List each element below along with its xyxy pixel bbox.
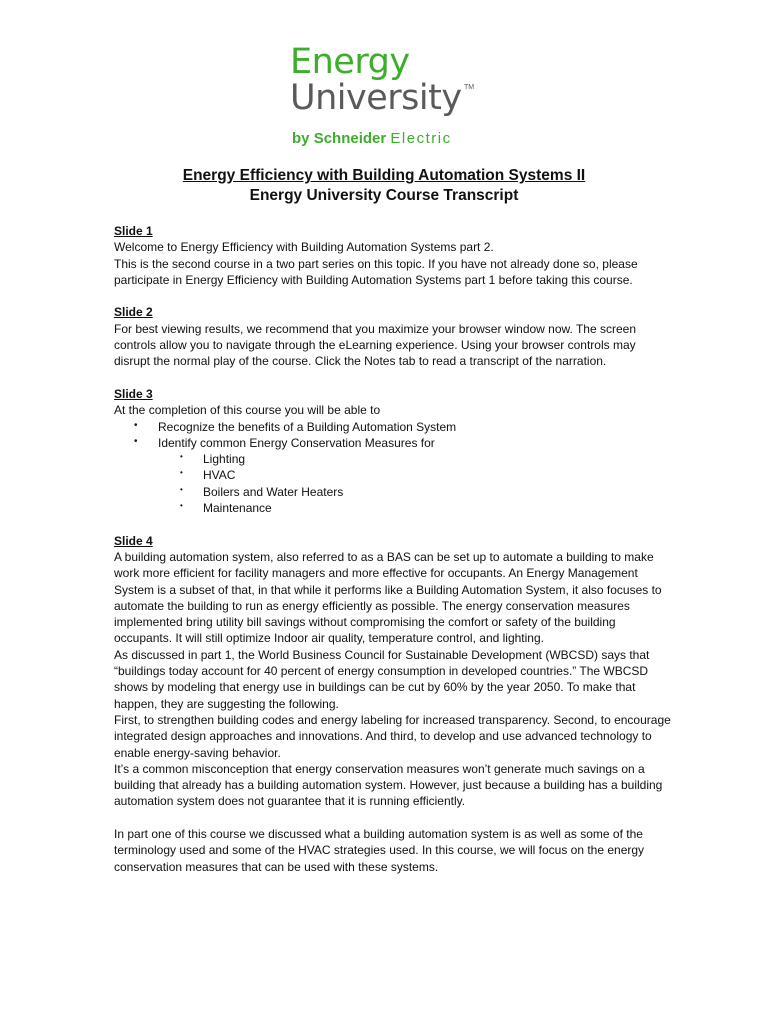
ecm-item-lighting: • Lighting xyxy=(158,451,674,467)
ecm-item-maintenance: • Maintenance xyxy=(158,500,674,516)
slide-4-paragraph-5: In part one of this course we discussed what a building automation system is as well as some of the terminology used and some of the HVAC strategies used. In this course, we will focus on the energy conservation measures that can be used with these systems. xyxy=(114,826,645,874)
slide-1-paragraph-2: This is the second course in a two part series on this topic. If you have not already done so, please participate in Energy Efficiency with Building Automation Systems part 1 before taking this course. xyxy=(114,256,638,287)
slide-4-section xyxy=(114,533,674,810)
slide-3-heading: Slide 3 xyxy=(114,386,153,401)
slide-4-paragraph-4: It’s a common misconception that energy conservation measures won’t generate much savings on a building that already has a building automation system. However, just because a building has a building automation system does not guarantee that it is running efficiently. xyxy=(114,761,663,809)
slide-4-heading: Slide 4 xyxy=(114,533,153,548)
slide-3-paragraph-1: At the completion of this course you will be able to xyxy=(114,403,381,418)
logo-byline xyxy=(292,130,452,148)
ecm-list xyxy=(158,451,674,516)
slide-1-paragraph-1: Welcome to Energy Efficiency with Building Automation Systems part 2. xyxy=(114,240,494,255)
logo-university-text: University xyxy=(290,78,462,118)
objectives-list xyxy=(114,419,674,517)
slide-4-paragraph-3: First, to strengthen building codes and energy labeling for increased transparency. Second, to encourage integrated design approaches and innovations. And third, to develop and use advanced technology to enable energy-saving behavior. xyxy=(114,712,671,760)
logo-by-text: by xyxy=(292,130,310,147)
logo-brand-suffix: Electric xyxy=(390,130,452,147)
objective-item-1: • Recognize the benefits of a Building Automation System xyxy=(114,419,674,435)
energy-university-logo xyxy=(290,44,490,154)
slide-4-continuation xyxy=(114,826,674,875)
slide-3-section xyxy=(114,386,674,516)
objective-item-2-text: Identify common Energy Conservation Measures for xyxy=(158,435,435,450)
logo-trademark: TM xyxy=(464,84,475,91)
document-subtitle: Energy University Course Transcript xyxy=(249,187,519,204)
slide-2-heading: Slide 2 xyxy=(114,305,153,320)
document-title: Energy Efficiency with Building Automation Systems II xyxy=(182,167,586,184)
transcript-body xyxy=(114,223,674,891)
slide-2-section xyxy=(114,304,674,369)
slide-1-heading: Slide 1 xyxy=(114,224,153,238)
slide-4-paragraph-2: As discussed in part 1, the World Business Council for Sustainable Development (WBCSD) says that “buildings today account for 40 percent of energy consumption in developed countries.” The WBCSD shows by modeling that energy use in buildings can be cut by 60% by the year 2050. To make that happen, they are suggesting the following. xyxy=(114,647,650,711)
logo-brand-text: Schneider xyxy=(313,130,387,147)
slide-4-paragraph-1: A building automation system, also referred to as a BAS can be set up to automate a building to make work more efficient for facility managers and more effective for occupants. An Energy Management System is a subset of that, in that while it performs like a Building Automation System, it also focuses to automate the building to run as energy efficiently as possible. The energy conservation measures implemented bring utility bill savings without compromising the comfort or safety of the building occupants. It will still optimize Indoor air quality, temperature control, and lighting. xyxy=(114,549,662,646)
ecm-item-boilers: • Boilers and Water Heaters xyxy=(158,484,674,500)
objective-item-2 xyxy=(114,435,674,516)
ecm-item-hvac: • HVAC xyxy=(158,467,674,483)
slide-2-paragraph-1: For best viewing results, we recommend that you maximize your browser window now. The screen controls allow you to navigate through the eLearning experience. Using your browser controls may disrupt the normal play of the course. Click the Notes tab to read a transcript of the narration. xyxy=(114,321,636,369)
slide-1-section xyxy=(114,223,674,288)
logo-energy-text: Energy xyxy=(290,42,410,82)
